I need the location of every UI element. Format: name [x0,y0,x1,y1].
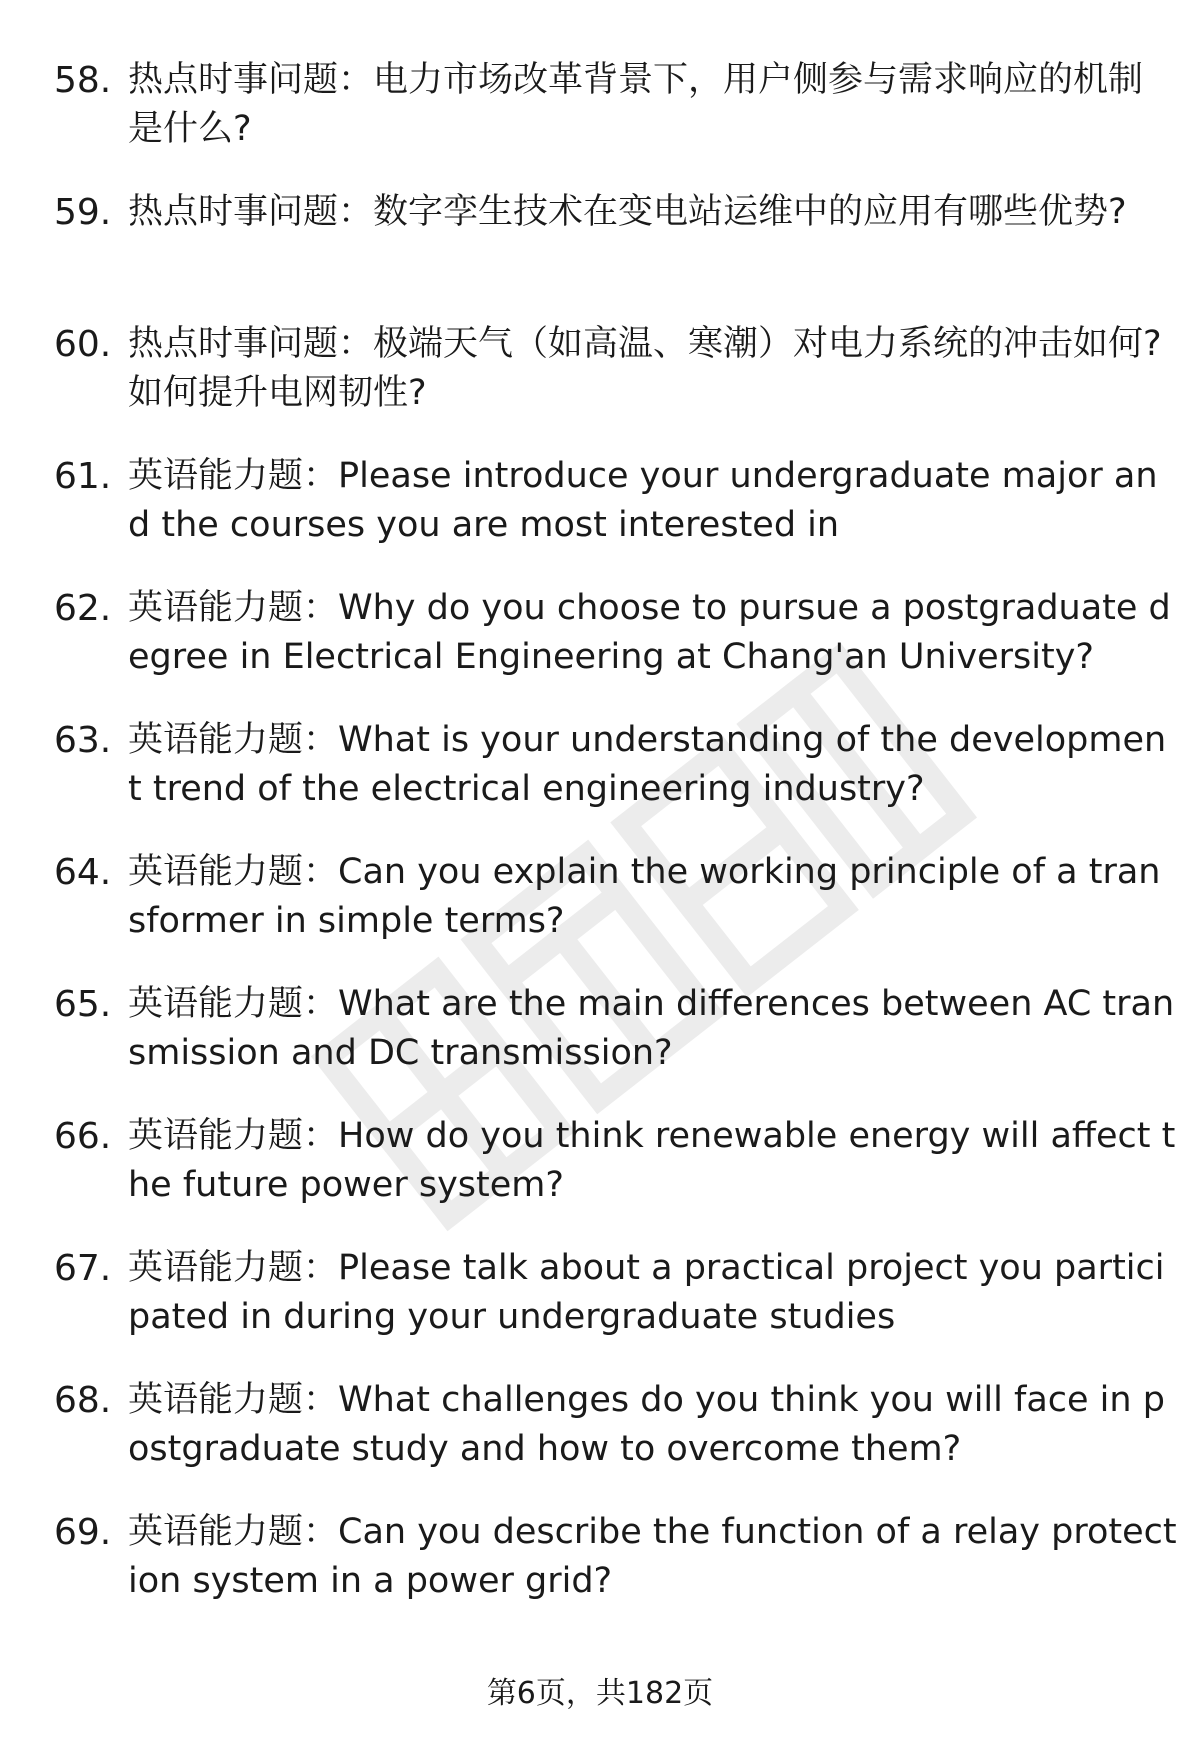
question-item [0,584,1200,716]
question-item [0,188,1200,320]
question-text: 电力市场改革背景下，用户侧参与需求响应的机制是什么? [128,60,1144,149]
question-list [0,56,1200,1640]
question-body [128,1376,1178,1474]
question-category: 英语能力题： [128,1116,339,1156]
question-category: 英语能力题： [128,984,339,1024]
question-category: 热点时事问题： [128,324,374,364]
question-category: 热点时事问题： [128,192,374,232]
question-category: 英语能力题： [128,1248,339,1288]
question-number: 62. [54,588,112,629]
question-body [128,1508,1178,1606]
question-number: 63. [54,720,112,761]
question-number: 59. [54,192,112,233]
question-category: 英语能力题： [128,1512,339,1552]
question-text: What challenges do you think you will face in postgraduate study and how to overcome them? [128,1380,1165,1469]
question-item [0,716,1200,848]
question-text: 极端天气（如高温、寒潮）对电力系统的冲击如何? 如何提升电网韧性? [128,324,1162,413]
question-category: 英语能力题： [128,456,339,496]
question-item [0,1376,1200,1508]
question-body [128,452,1178,550]
question-category: 英语能力题： [128,852,339,892]
question-text: What is your understanding of the development trend of the electrical engineering industry? [128,720,1167,809]
question-number: 65. [54,984,112,1025]
question-category: 英语能力题： [128,1380,339,1420]
question-number: 68. [54,1380,112,1421]
question-number: 69. [54,1512,112,1553]
question-text: Please talk about a practical project you participated in during your undergraduate studies [128,1248,1165,1337]
question-text: How do you think renewable energy will affect the future power system? [128,1116,1176,1205]
question-category: 热点时事问题： [128,60,374,100]
question-body [128,1244,1178,1342]
question-text: Why do you choose to pursue a postgraduate degree in Electrical Engineering at Chang'an University? [128,588,1171,677]
question-number: 61. [54,456,112,497]
question-item [0,1112,1200,1244]
question-text: 数字孪生技术在变电站运维中的应用有哪些优势? [373,192,1127,232]
question-text: Can you explain the working principle of a transformer in simple terms? [128,852,1161,941]
question-text: Can you describe the function of a relay protection system in a power grid? [128,1512,1177,1601]
question-body [128,584,1178,682]
question-text: What are the main differences between AC transmission and DC transmission? [128,984,1175,1073]
question-body [128,848,1178,946]
question-body [128,188,1178,237]
question-text: Please introduce your undergraduate major and the courses you are most interested in [128,456,1158,545]
question-item [0,452,1200,584]
question-item [0,848,1200,980]
question-body [128,716,1178,814]
question-category: 英语能力题： [128,588,339,628]
question-body [128,1112,1178,1210]
question-item [0,980,1200,1112]
page-number-label: 第6页，共182页 [486,1676,714,1711]
question-item [0,1244,1200,1376]
question-number: 64. [54,852,112,893]
page-footer [0,1674,1200,1714]
question-category: 英语能力题： [128,720,339,760]
question-body [128,56,1178,154]
question-number: 60. [54,324,112,365]
question-item [0,56,1200,188]
question-number: 58. [54,60,112,101]
question-body [128,980,1178,1078]
question-item [0,1508,1200,1640]
question-body [128,320,1178,418]
question-number: 67. [54,1248,112,1289]
question-item [0,320,1200,452]
question-number: 66. [54,1116,112,1157]
